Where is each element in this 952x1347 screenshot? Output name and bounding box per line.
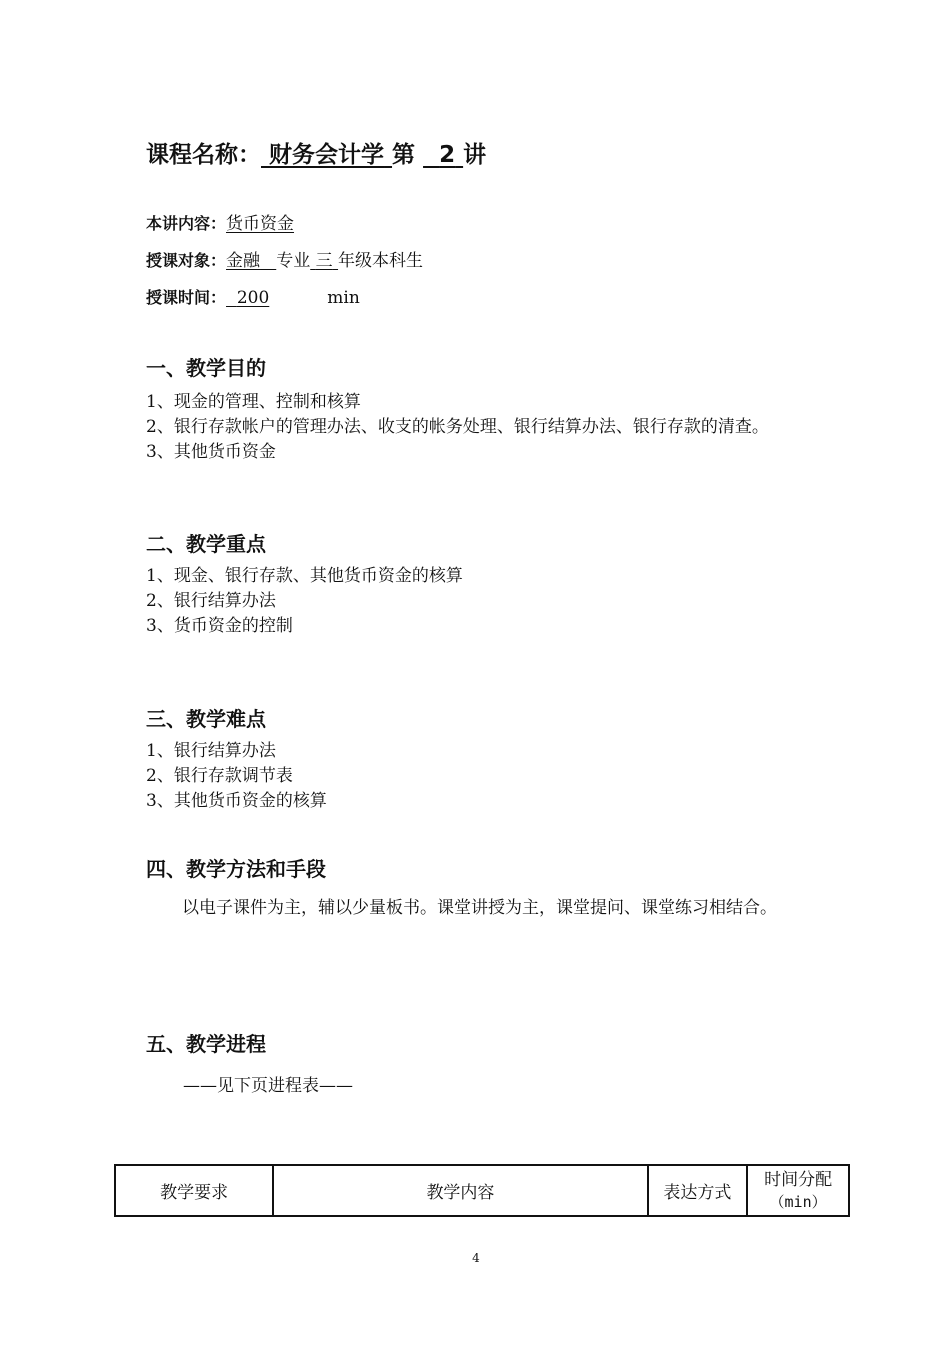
lecture-number: 2 bbox=[439, 142, 456, 168]
progress-note: ——见下页进程表—— bbox=[183, 1076, 353, 1096]
lecture-prefix: 第 bbox=[392, 142, 416, 168]
list-item: 3、其他货币资金 bbox=[146, 442, 276, 462]
audience-label: 授课对象： bbox=[146, 251, 227, 270]
list-item: 1、银行结算办法 bbox=[146, 741, 276, 761]
section-methods-title: 四、教学方法和手段 bbox=[146, 857, 326, 881]
class-time-unit: min bbox=[327, 288, 360, 308]
header-teaching-content: 教学内容 bbox=[273, 1165, 647, 1216]
audience-year-suffix: 年级本科生 bbox=[338, 251, 424, 271]
section-key-points-list bbox=[146, 564, 811, 639]
time-allocation-unit: （min） bbox=[769, 1192, 827, 1211]
course-label: 课程名称： bbox=[146, 142, 261, 168]
progress-table bbox=[114, 1164, 850, 1217]
course-title bbox=[146, 136, 486, 169]
class-time-value: 200 bbox=[236, 288, 270, 308]
lecture-suffix: 讲 bbox=[463, 142, 487, 168]
audience-year: 三 bbox=[315, 251, 333, 271]
section-goals-list bbox=[146, 390, 811, 465]
list-item: 2、银行存款帐户的管理办法、收支的帐务处理、银行结算办法、银行存款的清查。 bbox=[146, 417, 769, 437]
course-name: 财务会计学 bbox=[269, 142, 385, 168]
header-expression-method: 表达方式 bbox=[648, 1165, 748, 1216]
time-allocation-label: 时间分配 bbox=[764, 1169, 833, 1190]
lecture-content-line bbox=[146, 209, 294, 234]
list-item: 1、现金、银行存款、其他货币资金的核算 bbox=[146, 566, 463, 586]
list-item: 3、货币资金的控制 bbox=[146, 616, 293, 636]
section-methods-text: 以电子课件为主，辅以少量板书。课堂讲授为主，课堂提问、课堂练习相结合。 bbox=[182, 898, 777, 918]
header-teaching-requirements: 教学要求 bbox=[115, 1165, 273, 1216]
table-header-row bbox=[115, 1165, 849, 1216]
lecture-content-label: 本讲内容： bbox=[146, 214, 227, 233]
list-item: 1、现金的管理、控制和核算 bbox=[146, 392, 361, 412]
list-item: 2、银行结算办法 bbox=[146, 591, 276, 611]
section-goals-title: 一、教学目的 bbox=[146, 356, 266, 380]
section-key-points-title: 二、教学重点 bbox=[146, 532, 266, 556]
section-difficulties-list bbox=[146, 739, 811, 814]
lecture-content-value: 货币资金 bbox=[226, 214, 295, 234]
page-number: 4 bbox=[472, 1251, 480, 1265]
list-item: 2、银行存款调节表 bbox=[146, 766, 293, 786]
section-progress-title: 五、教学进程 bbox=[146, 1032, 266, 1056]
class-time-label: 授课时间： bbox=[146, 288, 227, 307]
audience-major-suffix: 专业 bbox=[276, 251, 311, 271]
list-item: 3、其他货币资金的核算 bbox=[146, 791, 327, 811]
audience-line bbox=[146, 246, 423, 271]
audience-major: 金融 bbox=[226, 251, 261, 271]
header-time-allocation bbox=[747, 1165, 849, 1216]
class-time-line bbox=[146, 285, 360, 308]
section-difficulties-title: 三、教学难点 bbox=[146, 707, 266, 731]
